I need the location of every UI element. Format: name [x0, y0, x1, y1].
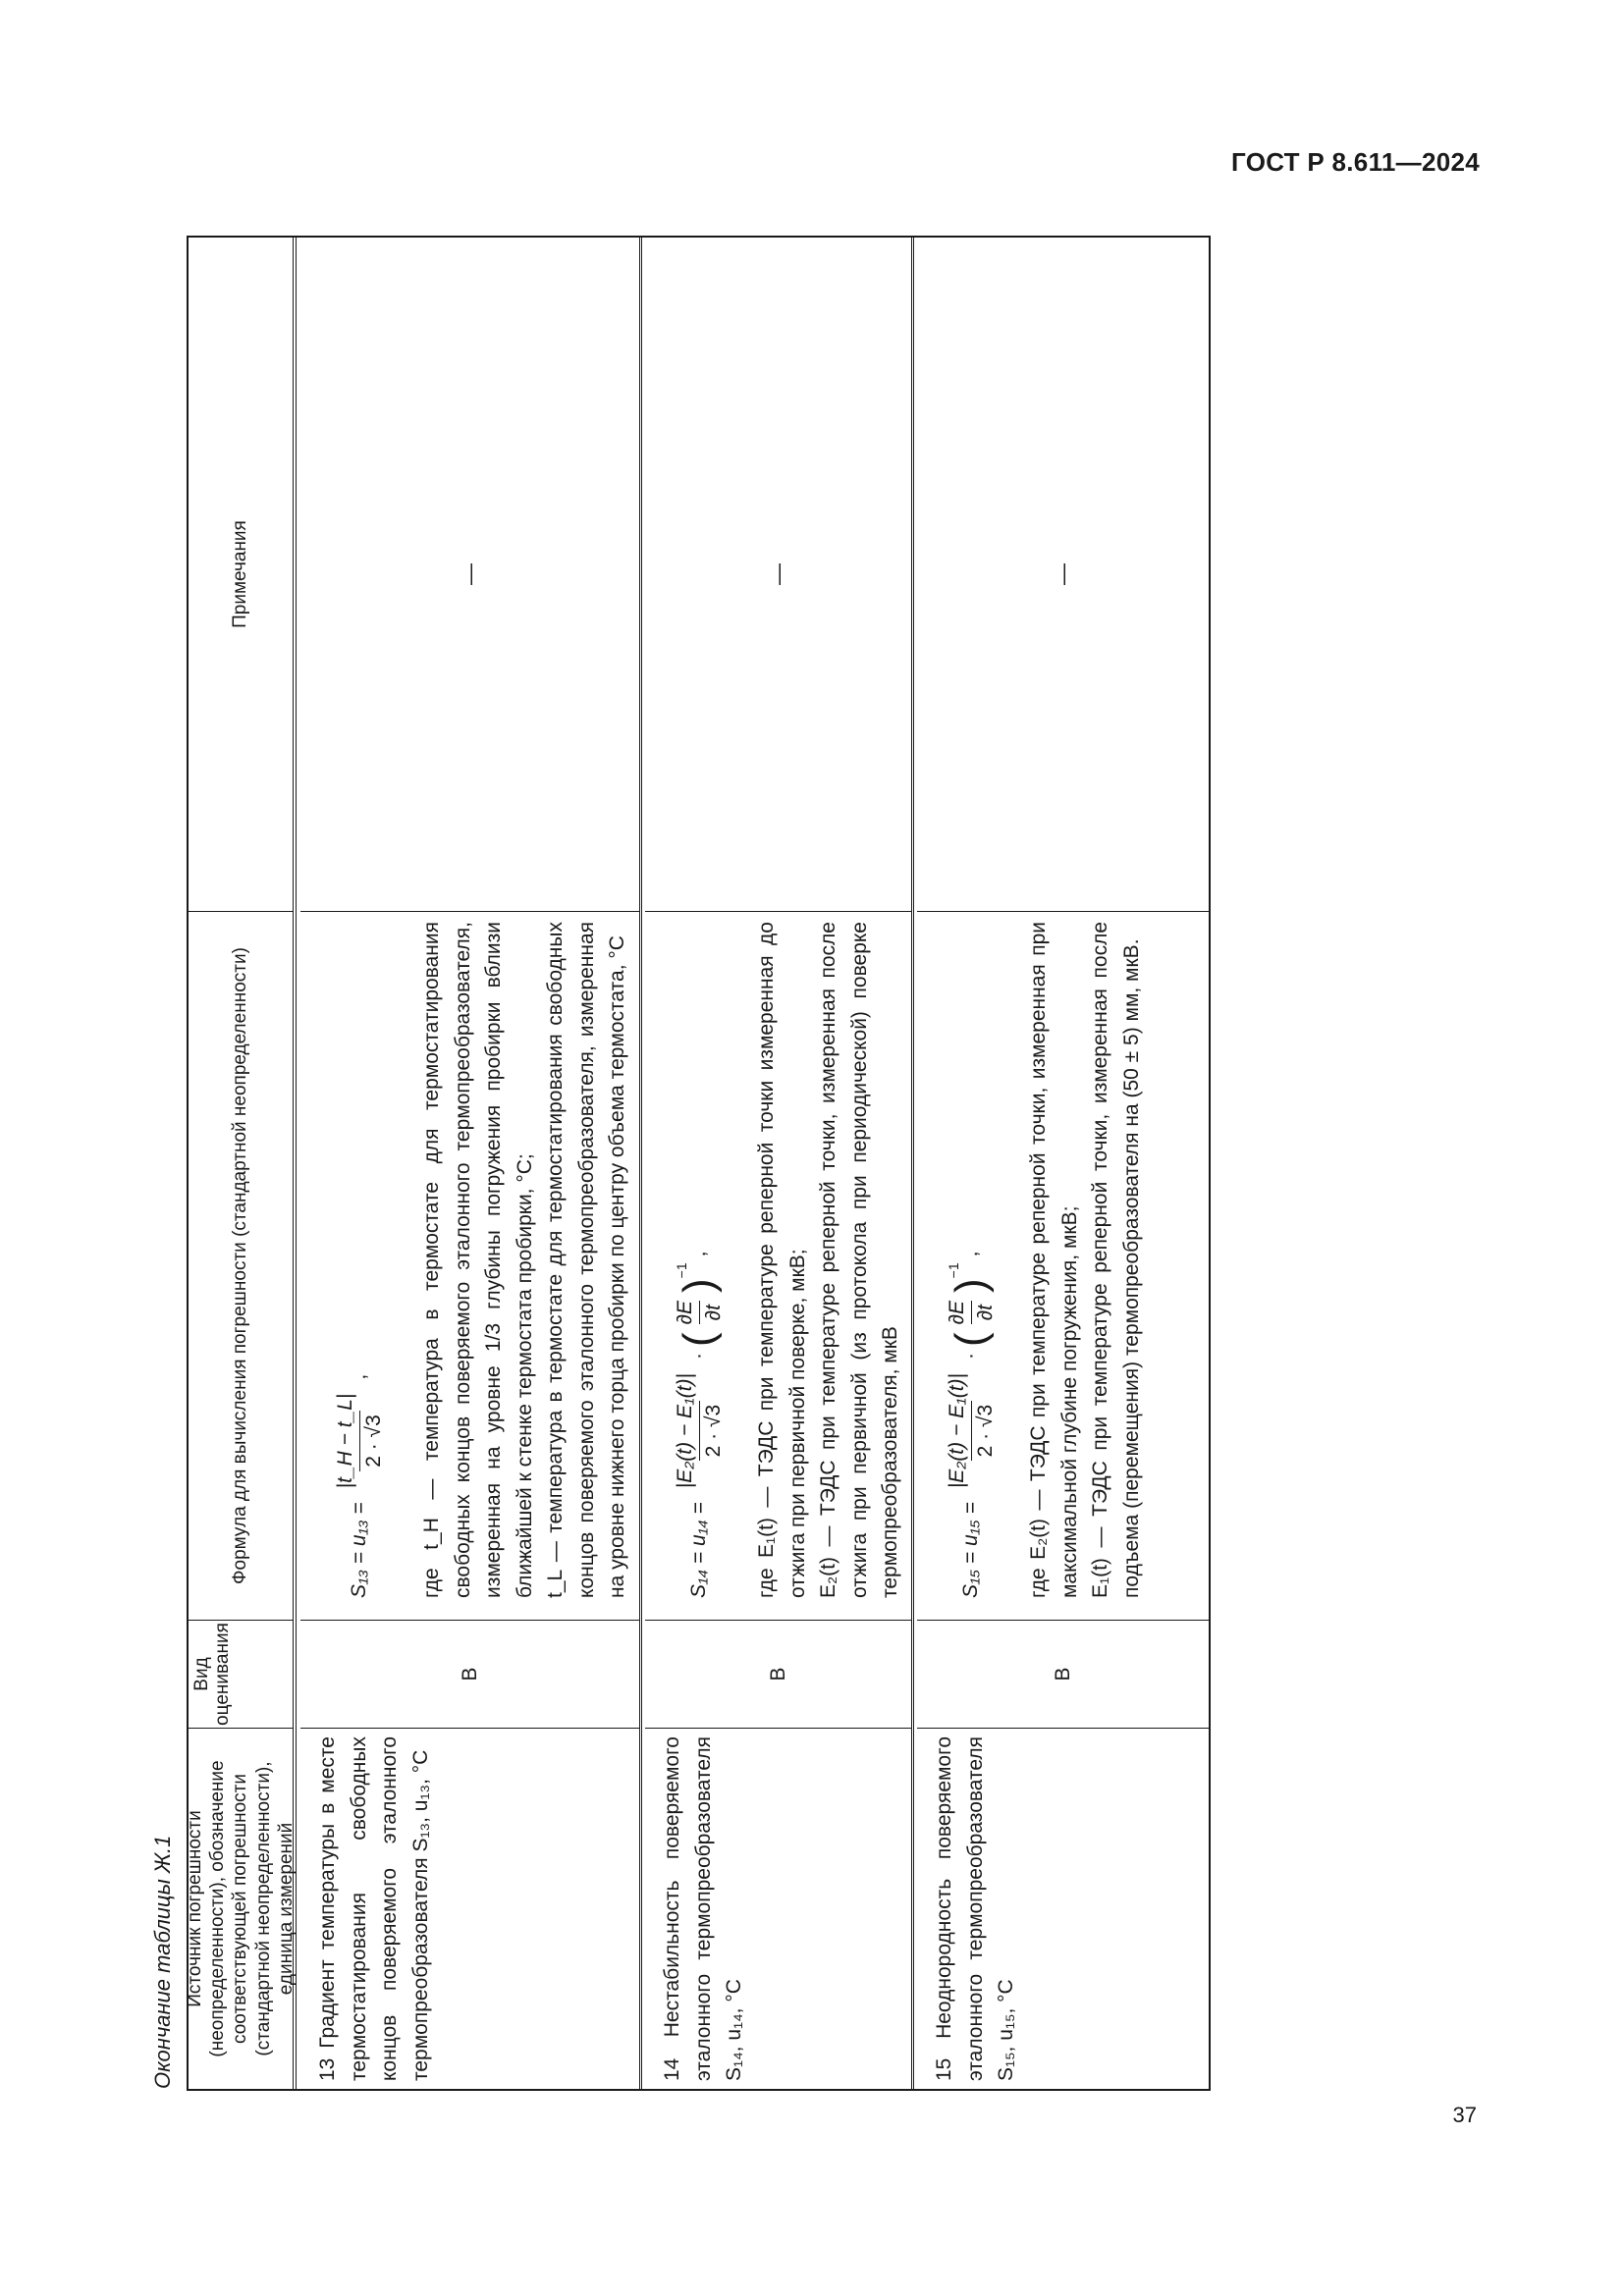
note-value: —: [1050, 563, 1075, 585]
formula-left: S₁₄ = u₁₄ =: [687, 1502, 710, 1598]
page-number: 37: [1452, 2103, 1477, 2127]
formula-denominator: 2 · √3: [971, 1401, 998, 1462]
desc-line: E₁(t) — ТЭДС при температуре реперной точки, измеренная после подъема (перемещения) термопреобразователя на (50 ± 5) мм, мкВ.: [1089, 922, 1143, 1598]
vid-value: В: [1051, 1667, 1074, 1682]
desc-line: где E₂(t) — ТЭДС при температуре реперной точки, измеренная при максимальной глубине погружения, мкВ;: [1027, 922, 1081, 1598]
formula-denominator: 2 · √3: [359, 1411, 386, 1471]
formula-left: S₁₃ = u₁₃ =: [348, 1502, 370, 1598]
vid-value: В: [458, 1667, 481, 1682]
vid-value: В: [766, 1667, 789, 1682]
formula-numerator: |E₂(t) − E₁(t)|: [673, 1373, 696, 1489]
formula-exponent: −1: [674, 1262, 689, 1279]
formula: S₁₅ = u₁₅ = |E₂(t) − E₁(t)| 2 · √3 · ( ∂E ∂t ) −1 ,: [945, 1251, 997, 1598]
table-row: [917, 238, 1209, 2089]
column-header-formula: Формула для вычисления погрешности (стандартной неопределенности): [230, 947, 251, 1584]
formula-numerator: |t_H − t_L|: [333, 1393, 356, 1489]
table-row: [300, 238, 642, 2089]
derivative-denominator: ∂t: [971, 1301, 998, 1324]
formula-tail: ,: [959, 1251, 982, 1257]
source-text: 13 Градиент температуры в месте термостатирования свободных концов поверяемого эталонного термопреобразователя S₁₃, u₁₃, °C: [316, 1736, 432, 2081]
column-header-notes: Примечания: [230, 520, 251, 628]
derivative-denominator: ∂t: [699, 1301, 726, 1324]
table: [184, 236, 1211, 2091]
column-header-vid: Вид оценивания: [191, 1623, 233, 1726]
document-number: ГОСТ Р 8.611—2024: [1231, 147, 1480, 177]
source-text: 14 Нестабильность поверяемого эталонного термопреобразователя S₁₄, u₁₄, °C: [661, 1736, 745, 2081]
formula-description: [1023, 922, 1147, 1598]
formula-tail: ,: [687, 1251, 710, 1257]
note-value: —: [457, 563, 482, 585]
source-text: 15 Неоднородность поверяемого эталонного термопреобразователя S₁₅, u₁₅, °C: [933, 1736, 1017, 2081]
derivative-numerator: ∂E: [945, 1300, 968, 1325]
formula-left: S₁₅ = u₁₅ =: [959, 1502, 982, 1598]
formula-description: [751, 922, 906, 1598]
note-value: —: [765, 563, 790, 585]
formula-description: [416, 922, 633, 1598]
desc-line: E₂(t) — ТЭДС при температуре реперной точки, измеренная после отжига при первичной (из протокола при периодической) поверке термопреобразователя, мкВ: [817, 922, 901, 1598]
desc-line: где E₁(t) — ТЭДС при температуре реперной точки измеренная до отжига при первичной поверке, мкВ;: [755, 922, 809, 1598]
formula: S₁₄ = u₁₄ = |E₂(t) − E₁(t)| 2 · √3 · ( ∂E ∂t ) −1 ,: [673, 1251, 725, 1598]
rotated-table-area: [147, 226, 1227, 2091]
column-header-source: Источник погрешности (неопределенности), обозначение соответствующей погрешности (стандартной неопределенности), единица измерений: [184, 1760, 298, 2057]
formula: [310, 922, 408, 1598]
desc-line: t_L — температура в термостате для термостатирования свободных концов поверяемого эталонного термопреобразователя, измеренная на уровне нижнего торца пробирки по центру объема термостата, °C: [544, 922, 628, 1598]
table-header-row: [184, 238, 298, 2089]
derivative-numerator: ∂E: [673, 1301, 696, 1325]
desc-line: где t_H — температура в термостате для термостатирования свободных концов поверяемого эталонного термопреобразователя, измеренная на уровне 1/3 глубины погружения пробирки вблизи ближайшей к стенке термостата пробирки, °C;: [420, 922, 536, 1598]
table-caption: Окончание таблицы Ж.1: [150, 1835, 175, 2089]
formula-numerator: |E₂(t) − E₁(t)|: [945, 1373, 968, 1489]
table-row: [645, 238, 914, 2089]
formula-denominator: 2 · √3: [699, 1401, 726, 1462]
formula-exponent: −1: [946, 1262, 961, 1279]
formula-tail: ,: [348, 1373, 370, 1380]
